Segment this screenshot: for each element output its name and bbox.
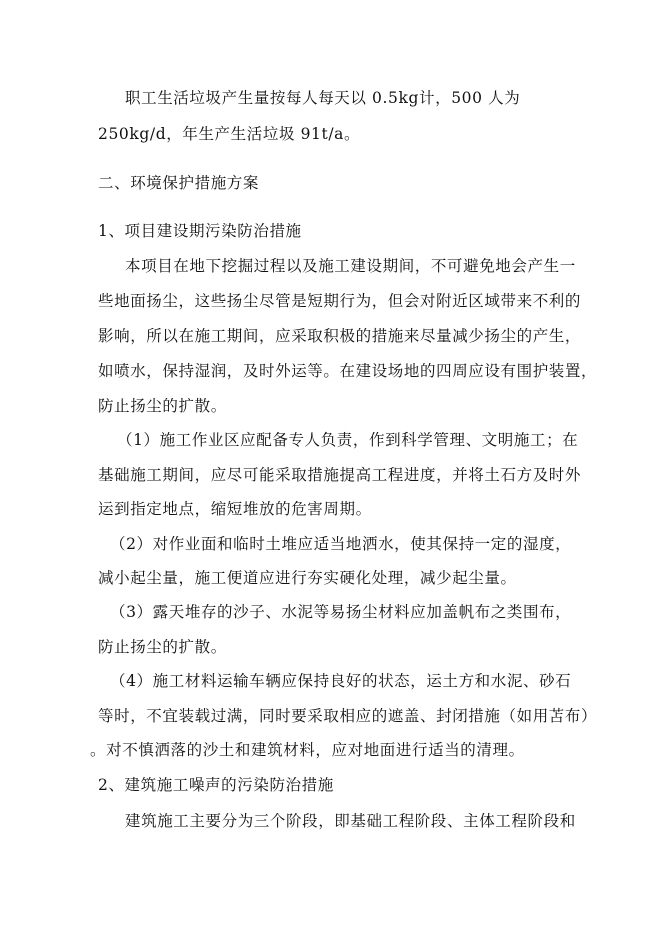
body-text-line: 影响，所以在施工期间，应采取积极的措施来尽量减少扬尘的产生， bbox=[98, 327, 582, 345]
body-text-line: 防止扬尘的扩散。 bbox=[98, 638, 227, 656]
body-text-line: 等时，不宜装载过满，同时要采取相应的遮盖、封闭措施（如用苫布） bbox=[98, 707, 598, 725]
section-heading: 二、环境保护措施方案 bbox=[98, 174, 260, 192]
list-item-line: （3）露天堆存的沙子、水泥等易扬尘材料应加盖帆布之类围布， bbox=[110, 603, 572, 621]
body-text-line: 运到指定地点，缩短堆放的危害周期。 bbox=[98, 500, 372, 518]
subsection-heading: 1、项目建设期污染防治措施 bbox=[98, 222, 302, 240]
body-text-line: 本项目在地下挖掘过程以及施工建设期间，不可避免地会产生一 bbox=[125, 257, 576, 275]
body-text-line: 防止扬尘的扩散。 bbox=[98, 397, 227, 415]
subsection-heading: 2、建筑施工噪声的污染防治措施 bbox=[98, 776, 334, 794]
list-item-line: （4）施工材料运输车辆应保持良好的状态，运土方和水泥、砂石 bbox=[110, 672, 572, 690]
body-text-line: 基础施工期间，应尽可能采取措施提高工程进度，并将土石方及时外 bbox=[98, 466, 582, 484]
body-text-line: 职工生活垃圾产生量按每人每天以 0.5kg计，500 人为 bbox=[125, 89, 521, 107]
body-text-line: 250kg/d，年生产生活垃圾 91t/a。 bbox=[98, 125, 361, 143]
body-text-line: 。对不慎洒落的沙土和建筑材料，应对地面进行适当的清理。 bbox=[90, 741, 525, 759]
list-item-line: （1）施工作业区应配备专人负责，作到科学管理、文明施工；在 bbox=[117, 431, 579, 449]
body-text-line: 些地面扬尘，这些扬尘尽管是短期行为，但会对附近区域带来不利的 bbox=[98, 292, 582, 310]
body-text-line: 减小起尘量，施工便道应进行夯实硬化处理，减少起尘量。 bbox=[98, 569, 517, 587]
body-text-line: 如喷水，保持湿润，及时外运等。在建设场地的四周应设有围护装置， bbox=[98, 362, 598, 380]
list-item-line: （2）对作业面和临时土堆应适当地洒水，使其保持一定的湿度， bbox=[110, 535, 572, 553]
body-text-line: 建筑施工主要分为三个阶段，即基础工程阶段、主体工程阶段和 bbox=[125, 812, 576, 830]
